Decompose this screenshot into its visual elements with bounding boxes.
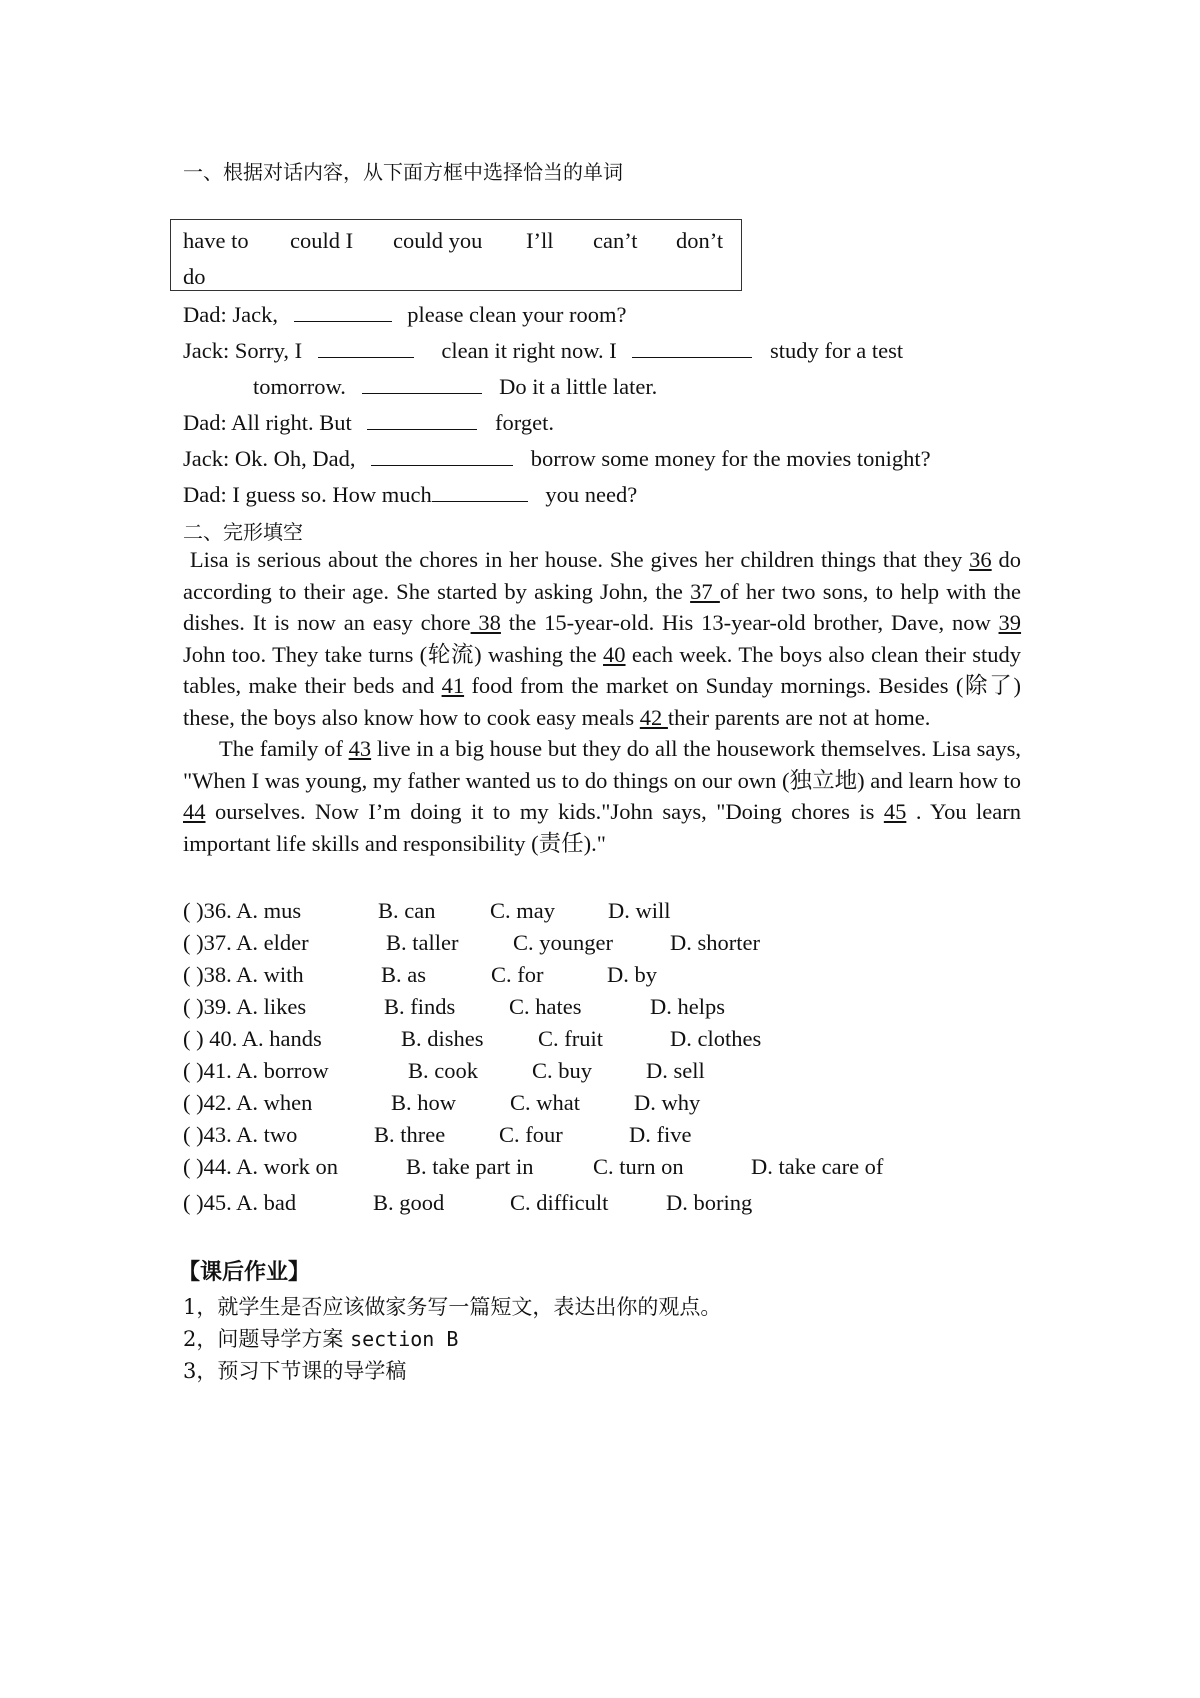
blank-number: 45	[883, 799, 907, 824]
blank-number: 40	[603, 641, 626, 667]
option-d[interactable]: D. will	[608, 898, 671, 923]
question-stem[interactable]: ( )37. A. elder	[183, 930, 309, 955]
answer-blank[interactable]	[362, 375, 482, 394]
question-stem[interactable]: ( )42. A. when	[183, 1090, 313, 1115]
option-c[interactable]: C. fruit	[538, 1026, 603, 1051]
option-d[interactable]: D. five	[629, 1122, 692, 1147]
option-d[interactable]: D. sell	[646, 1058, 705, 1083]
option-d[interactable]: D. helps	[650, 994, 725, 1019]
option-c[interactable]: C. may	[490, 898, 555, 923]
dialogue-line	[183, 410, 554, 436]
option-c[interactable]: C. buy	[532, 1058, 593, 1083]
word-option: could you	[393, 228, 483, 253]
option-c[interactable]: C. four	[499, 1122, 563, 1147]
passage-text: their parents are not at home.	[667, 704, 931, 730]
dialogue-text: Do it a little later.	[499, 374, 658, 399]
question-stem[interactable]: ( )41. A. borrow	[183, 1058, 329, 1083]
homework-item	[183, 1323, 458, 1353]
dialogue-text: you need?	[545, 482, 638, 507]
dialogue-line	[183, 338, 903, 364]
answer-blank[interactable]	[294, 303, 392, 322]
blank-number: 42	[639, 704, 668, 730]
passage-text: food from the market on Sunday mornings. Besides (除了) these, the boys also know how to cook easy meals	[183, 673, 1022, 730]
option-d[interactable]: D. clothes	[670, 1026, 762, 1051]
dialogue-text: tomorrow.	[253, 374, 346, 399]
dialogue-text: borrow some money for the movies tonight?	[530, 446, 931, 471]
passage-text: ourselves. Now I’m doing it to my kids."John says, "Doing chores is	[214, 799, 875, 824]
dialogue-text: Dad: Jack,	[183, 302, 278, 327]
section1-title: 一、根据对话内容，从下面方框中选择恰当的单词	[183, 160, 623, 184]
passage-text: The family of	[219, 736, 343, 761]
dialogue-text: forget.	[495, 410, 554, 435]
word-box	[170, 219, 742, 291]
homework-text: 2，问题导学方案	[183, 1327, 344, 1351]
dialogue-text: Dad: I guess so. How much	[183, 482, 432, 507]
question-stem[interactable]: ( )38. A. with	[183, 962, 304, 987]
option-c[interactable]: C. for	[491, 962, 544, 987]
word-option: don’t	[676, 228, 724, 253]
passage-paragraph	[183, 733, 1021, 859]
option-b[interactable]: B. taller	[386, 930, 459, 955]
option-d[interactable]: D. by	[607, 962, 657, 987]
question-stem[interactable]: ( )44. A. work on	[183, 1154, 338, 1179]
homework-title: 【课后作业】	[178, 1260, 311, 1285]
option-b[interactable]: B. cook	[408, 1058, 478, 1083]
word-option: have to	[183, 228, 249, 253]
dialogue-line	[183, 302, 627, 328]
blank-number: 41	[441, 673, 465, 698]
option-c[interactable]: C. what	[510, 1090, 580, 1115]
option-d[interactable]: D. shorter	[670, 930, 760, 955]
option-b[interactable]: B. take part in	[406, 1154, 534, 1179]
dialogue-text: study for a test	[770, 338, 904, 363]
word-option: do	[183, 264, 206, 289]
section2-title: 二、完形填空	[183, 520, 303, 544]
option-b[interactable]: B. good	[373, 1190, 445, 1215]
answer-blank[interactable]	[432, 483, 528, 502]
option-b[interactable]: B. dishes	[401, 1026, 484, 1051]
option-c[interactable]: C. difficult	[510, 1190, 609, 1215]
dialogue-text: Dad: All right. But	[183, 410, 352, 435]
option-b[interactable]: B. can	[378, 898, 436, 923]
answer-blank[interactable]	[371, 447, 513, 466]
answer-blank[interactable]	[318, 339, 414, 358]
word-option: could I	[290, 228, 354, 253]
passage-text: Lisa is serious about the chores in her house. She gives her children things that they	[189, 547, 963, 572]
option-b[interactable]: B. as	[381, 962, 426, 987]
question-stem[interactable]: ( ) 40. A. hands	[183, 1026, 322, 1051]
dialogue-line	[253, 374, 657, 400]
answer-blank[interactable]	[632, 339, 752, 358]
question-stem[interactable]: ( )36. A. mus	[183, 898, 302, 923]
option-c[interactable]: C. younger	[513, 930, 613, 955]
blank-number: 43	[348, 736, 372, 761]
blank-number: 44	[183, 799, 206, 824]
option-d[interactable]: D. why	[634, 1090, 701, 1115]
homework-item: 1，就学生是否应该做家务写一篇短文，表达出你的观点。	[183, 1295, 722, 1319]
passage-text: each week. The boys also clean their study tables, make their beds and	[183, 641, 1021, 698]
option-c[interactable]: C. hates	[509, 994, 582, 1019]
dialogue-text: please clean your room?	[407, 302, 627, 327]
passage-text: the 15-year-old. His 13-year-old brother, Dave, now	[508, 610, 991, 635]
option-d[interactable]: D. boring	[666, 1190, 753, 1215]
option-d[interactable]: D. take care of	[751, 1154, 884, 1179]
question-stem[interactable]: ( )45. A. bad	[183, 1190, 297, 1215]
blank-number: 37	[690, 578, 720, 604]
option-b[interactable]: B. how	[391, 1090, 457, 1115]
blank-number: 36	[969, 547, 992, 572]
passage-text: live in a big house but they do all the housework themselves. Lisa says, "When I was young, my father wanted us to do things on our own (独立地) and learn how to	[183, 736, 1021, 793]
dialogue-text: Jack: Sorry, I	[183, 338, 303, 363]
passage-paragraph	[183, 544, 1021, 733]
word-option: I’ll	[526, 228, 554, 253]
dialogue-line	[183, 446, 931, 472]
cloze-passage	[183, 544, 1021, 859]
option-b[interactable]: B. finds	[384, 994, 456, 1019]
homework-item: 3，预习下节课的导学稿	[183, 1359, 407, 1383]
blank-number: 38	[470, 610, 501, 635]
option-b[interactable]: B. three	[374, 1122, 446, 1147]
blank-number: 39	[998, 610, 1022, 635]
dialogue-text: clean it right now. I	[441, 338, 617, 363]
question-stem[interactable]: ( )39. A. likes	[183, 994, 307, 1019]
homework-text: section B	[350, 1327, 459, 1351]
option-c[interactable]: C. turn on	[593, 1154, 684, 1179]
question-stem[interactable]: ( )43. A. two	[183, 1122, 298, 1147]
dialogue-line	[183, 482, 637, 508]
answer-blank[interactable]	[367, 411, 477, 430]
word-option: can’t	[593, 228, 638, 253]
passage-text: of her two sons, to help with the dishes. It is now an easy chore	[183, 578, 1022, 635]
passage-text: John too. They take turns (轮流) washing the	[183, 641, 597, 667]
dialogue-text: Jack: Ok. Oh, Dad,	[183, 446, 356, 471]
passage-text: . You learn important life skills and responsibility (责任)."	[183, 799, 1022, 856]
passage-text: do according to their age. She started by asking John, the	[183, 547, 1022, 604]
